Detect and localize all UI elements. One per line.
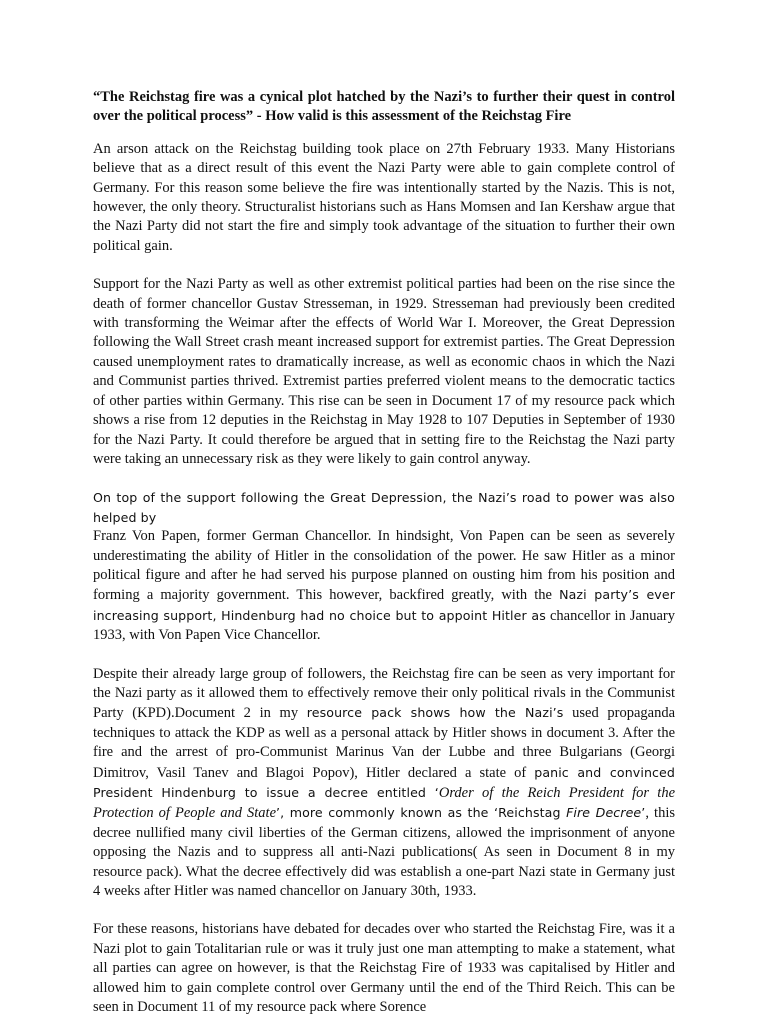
paragraph-3-text-c: chancellor in January 1933, with Von Papen Vice Chancellor.	[93, 607, 675, 644]
paragraph-3	[93, 488, 675, 645]
paragraph-4-quote-close: ’	[641, 805, 646, 821]
paragraph-3-body	[93, 527, 675, 645]
paragraph-4-text-c: used propaganda techniques to attack the KDP as well as a personal attack by Hitler shows in document 3. After the fire and the arrest of pro-Communist Marinus Van der Lubbe and three Bulgarians (Georgi Dimitrov, Vasil Tanev and Blagoi Popov), Hitler declared a state of	[93, 705, 676, 781]
essay-title: “The Reichstag fire was a cynical plot hatched by the Nazi’s to further their quest in control over the political process” - How valid is this assessment of the Reichstag Fire	[93, 89, 675, 125]
decree-nickname: Fire Decree	[566, 805, 642, 821]
paragraph-4	[93, 665, 675, 902]
paragraph-4-text-f: ’, more commonly known as the ‘Reichstag	[276, 805, 567, 821]
paragraph-3-text-a: Franz Von Papen, former German Chancellor. In hindsight, Von Papen can be seen as severely underestimating the ability of Hitler in the consolidation of the power. He saw Hitler as a minor political figure and after he had served his purpose planned on ousting him from his position and forming a majority government. This however, backfired greatly, with the	[93, 528, 675, 604]
decree-title: Order of the Reich President for the Protection of People and State	[93, 785, 676, 822]
paragraph-4-text-d: panic and convinced President Hindenburg to issue a decree entitled ‘	[93, 764, 675, 800]
paragraph-3-intro: On top of the support following the Great Depression, the Nazi’s road to power was also helped by	[93, 490, 675, 525]
document-page	[93, 88, 675, 1036]
paragraph-1: An arson attack on the Reichstag building took place on 27th February 1933. Many Historians believe that as a direct result of this event the Nazi Party were able to gain complete control of Germany. For this reason some believe the fire was intentionally started by the Nazis. This is not, however, the only theory. Structuralist historians such as Hans Momsen and Ian Kershaw argue that the Nazi Party did not start the fire and simply took advantage of the situation to further their own political gain.	[93, 140, 675, 254]
paragraph-3-text-b: Nazi party’s ever increasing support, Hindenburg had no choice but to appoint Hitler as	[93, 587, 675, 623]
paragraph-5: For these reasons, historians have debated for decades over who started the Reichstag Fire, was it a Nazi plot to gain Totalitarian rule or was it truly just one man attempting to make a statement, what all parties can agree on however, is that the Reichstag Fire of 1933 was capitalised by Hitler and allowed him to gain complete control over Germany until the end of the Third Reich. This can be seen in Document 11 of my resource pack where Sorence	[93, 921, 675, 1016]
paragraph-4-text-a: Despite their already large group of followers, the Reichstag fire can be seen as very important for the Nazi party as it allowed them to effectively remove their only political rivals in the Communist Party (KPD).Document 2 in my	[93, 665, 675, 722]
paragraph-4-text-i: , this decree nullified many civil liberties of the German citizens, allowed the imprisonment of anyone opposing the Nazis and to suppress all anti-Nazi publications( As seen in Document 8 in my resource pack). What the decree effectively did was establish a one-part Nazi state in Germany just 4 weeks after Hitler was named chancellor on January 30th, 1933.	[93, 805, 675, 900]
paragraph-2: Support for the Nazi Party as well as other extremist political parties had been on the rise since the death of former chancellor Gustav Stresseman, in 1929. Stresseman had previously been credited with transforming the Weimar after the effects of World War I. Moreover, the Great Depression following the Wall Street crash meant increased support for extremist parties. The Great Depression caused unemployment rates to dramatically increase, as well as economic chaos in which the Nazi and Communist parties thrived. Extremist parties preferred violent means to the democratic tactics of other parties within Germany. This rise can be seen in Document 17 of my resource pack which shows a rise from 12 deputies in the Reichstag in May 1928 to 107 Deputies in September of 1930 for the Nazi Party. It could therefore be argued that in setting fire to the Reichstag the Nazi party were taking an unnecessary risk as they were likely to gain control anyway.	[93, 276, 675, 467]
paragraph-4-text-b: resource pack shows how the Nazi’s	[306, 705, 564, 721]
